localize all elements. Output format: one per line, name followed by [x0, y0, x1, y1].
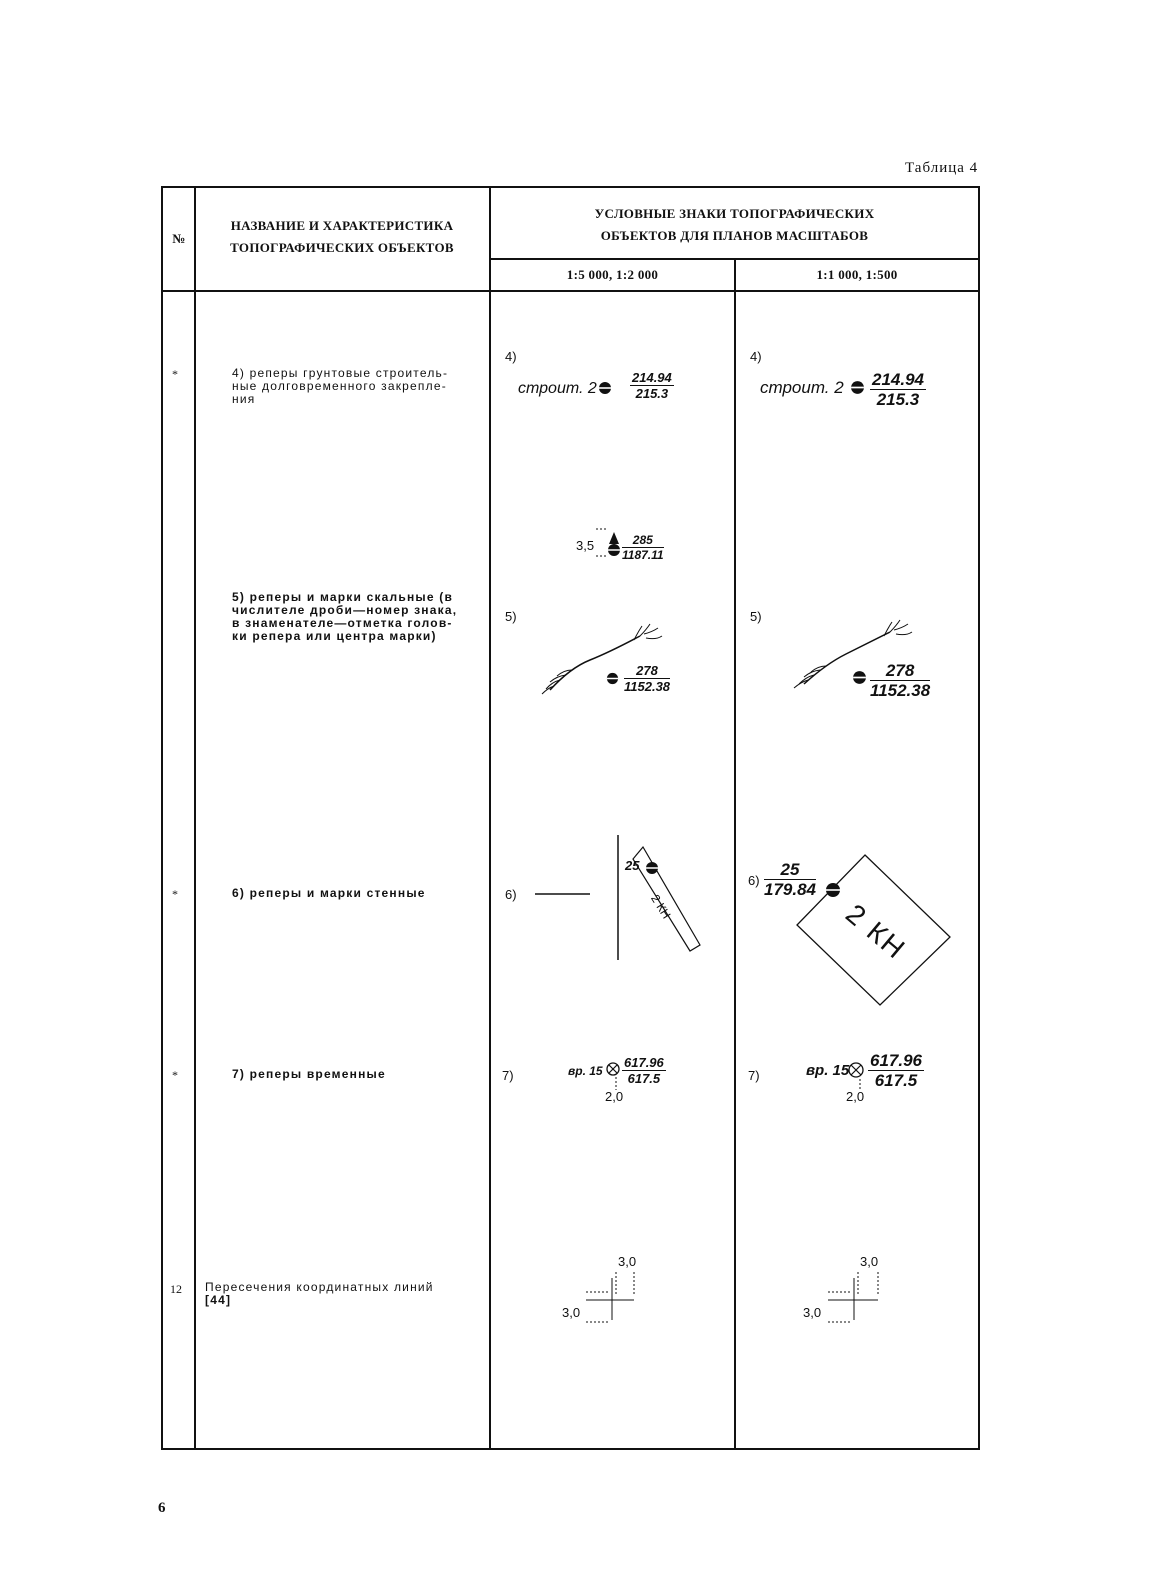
table-border-left: [161, 186, 163, 1450]
row-7-prefix-2: вр. 15: [806, 1062, 850, 1079]
benchmark-icon: [598, 381, 612, 395]
temporary-benchmark-icon: [848, 1062, 864, 1092]
row-4-prefix-1: строит. 2: [518, 380, 597, 397]
row-4-num: *: [172, 367, 178, 381]
row-5-detail-fraction: $\frac{285}{1187.11}$: [622, 533, 664, 562]
header-separator: [161, 290, 980, 292]
row-5-fraction-1: $\frac{278}{1152.38}$: [624, 663, 671, 694]
row-5-desc: 5) реперы и марки скальные (в числителе дроби—номер знака, в знаменателе—отметка голов- ки репера или центра марки): [232, 590, 458, 643]
row-7-fraction-1: $\frac{617.96}{617.5}$: [624, 1055, 664, 1086]
row-5-fraction-2: $\frac{278}{1152.38}$: [870, 661, 931, 700]
header-name-line1: НАЗВАНИЕ И ХАРАКТЕРИСТИКА: [230, 218, 454, 233]
grid-intersection-icon: [582, 1268, 642, 1328]
row-4-label-2: 4): [750, 349, 762, 364]
row-7-num: *: [172, 1068, 178, 1082]
table-border-right: [978, 186, 980, 1450]
row-4-label-1: 4): [505, 349, 517, 364]
row-4-fraction-1: $\frac{214.94}{215.3}$: [632, 370, 672, 401]
row-4-fraction-2: $\frac{214.94}{215.3}$: [872, 370, 924, 409]
col-divider-3: [734, 258, 736, 1450]
header-signs-line2: ОБЪЕКТОВ ДЛЯ ПЛАНОВ МАСШТАБОВ: [600, 228, 869, 243]
row-7-fraction-2: $\frac{617.96}{617.5}$: [870, 1051, 922, 1090]
row-6-mark-number: 25: [625, 858, 640, 873]
page-number: 6: [158, 1500, 166, 1516]
row-7-dim-2: 2,0: [846, 1089, 865, 1104]
wall-benchmark-side-view: [535, 835, 705, 965]
header-name-line2: ТОПОГРАФИЧЕСКИХ ОБЪЕКТОВ: [230, 240, 454, 255]
row-7-dim-1: 2,0: [605, 1089, 624, 1104]
row-6-wall-text-1: 2 КН: [648, 892, 674, 922]
row-4-prefix-2: строит. 2: [760, 378, 844, 397]
header-signs-line1: УСЛОВНЫЕ ЗНАКИ ТОПОГРАФИЧЕСКИХ: [594, 206, 875, 221]
header-name: [196, 215, 488, 259]
row-5-label-2: 5): [750, 609, 762, 624]
row-6-desc: 6) реперы и марки стенные: [232, 886, 426, 900]
row-12-desc: Пересечения координатных линий [44]: [205, 1280, 434, 1307]
row-6-label-2: 6): [748, 873, 760, 888]
benchmark-icon: [850, 380, 865, 395]
row-6-num: *: [172, 887, 178, 901]
header-signs: [491, 203, 978, 247]
row-12-dim-top-2: 3,0: [860, 1254, 879, 1269]
row-7-desc: 7) реперы временные: [232, 1067, 386, 1081]
rock-benchmark-icon: [606, 530, 622, 558]
header-scale-1: 1:5 000, 1:2 000: [566, 267, 659, 282]
row-6-fraction-2: $\frac{25}{179.84}$: [764, 860, 816, 899]
row-12-dim-top-1: 3,0: [618, 1254, 637, 1269]
row-5-detail-dim: 3,5: [576, 538, 595, 553]
row-12-num: 12: [170, 1282, 182, 1296]
row-7-prefix-1: вр. 15: [568, 1064, 603, 1078]
table-border-bottom: [161, 1448, 980, 1450]
rock-benchmark-icon: [606, 672, 619, 685]
row-6-wall-text-2: 2 КН: [840, 898, 913, 966]
row-6-label-1: 6): [505, 887, 517, 902]
rock-benchmark-icon: [852, 670, 867, 685]
row-7-label-2: 7): [748, 1068, 760, 1083]
row-5-label-1: 5): [505, 609, 517, 624]
col-divider-1: [194, 186, 196, 1450]
temporary-benchmark-icon: [606, 1062, 620, 1092]
grid-intersection-icon: [824, 1268, 884, 1328]
header-num: №: [172, 231, 186, 246]
table-border-top: [161, 186, 980, 188]
row-4-desc: 4) реперы грунтовые строитель- ные долговременного закрепле- ния: [232, 366, 449, 406]
row-7-label-1: 7): [502, 1068, 514, 1083]
header-scale-2: 1:1 000, 1:500: [816, 267, 898, 282]
col-divider-2: [489, 186, 491, 1450]
row-12-dim-left-2: 3,0: [803, 1305, 822, 1320]
table-caption: Таблица 4: [905, 160, 979, 176]
row-12-dim-left-1: 3,0: [562, 1305, 581, 1320]
